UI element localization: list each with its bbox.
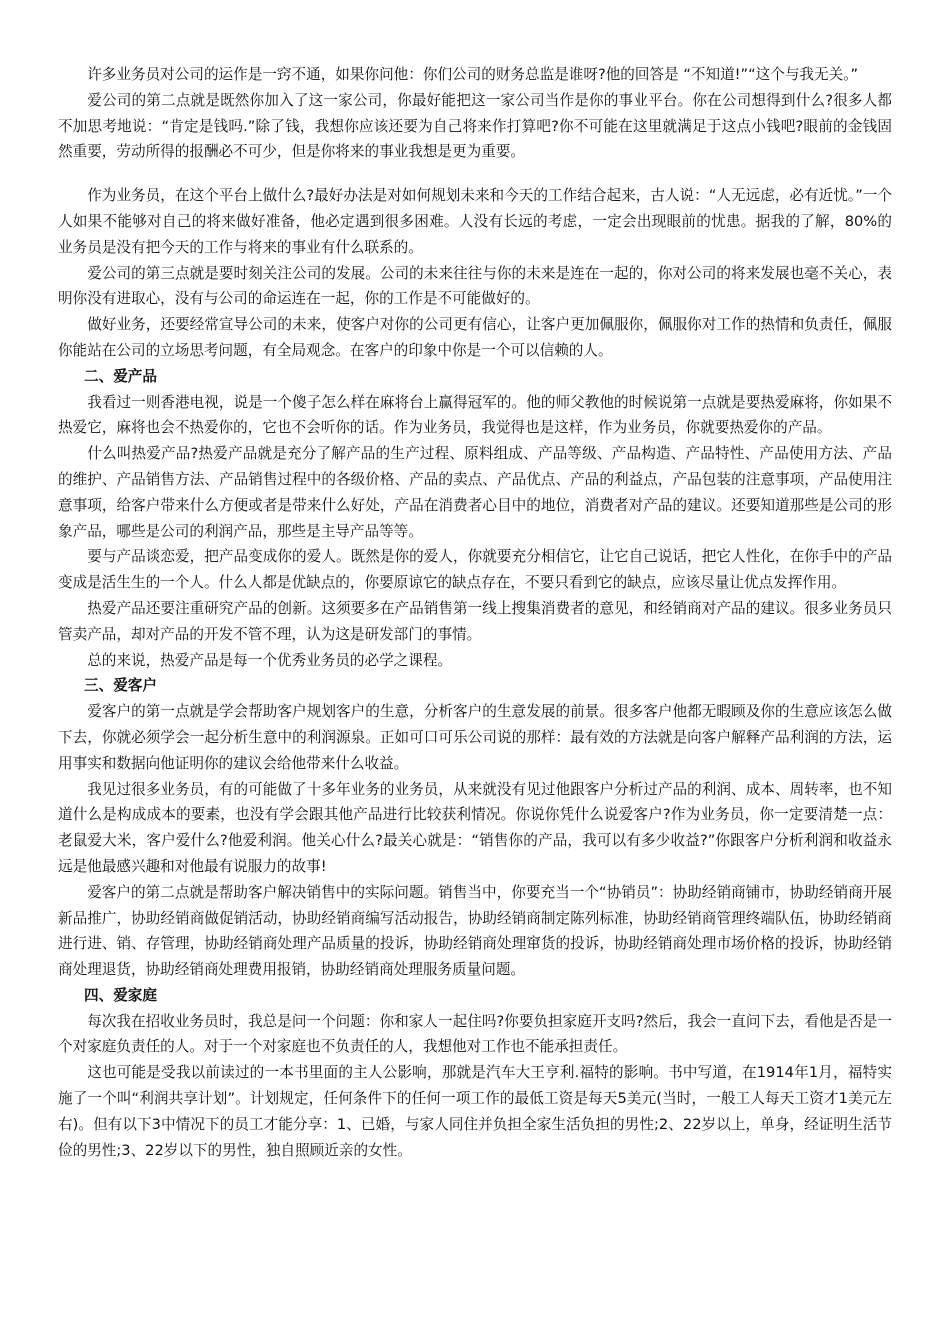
paragraph: 爱客户的第二点就是帮助客户解决销售中的实际问题。销售当中，你要充当一个“协销员”：协助经销商铺市，协助经销商开展新品推广，协助经销商做促销活动，协助经销商编写活动报告，协助经销商制定陈列标准，协助经销商管理终端队伍，协助经销商进行进、销、存管理，协助经销商处理产品质量的投诉，协助经销商处理窜货的投诉，协助经销商处理市场价格的投诉，协助经销商处理退货，协助经销商处理费用报销，协助经销商处理服务质量问题。 bbox=[58, 883, 892, 979]
paragraph: 爱公司的第二点就是既然你加入了这一家公司，你最好能把这一家公司当作是你的事业平台。你在公司想得到什么?很多人都不加思考地说：“肯定是钱吗.”除了钱，我想你应该还要为自己将来作打算吧?你不可能在这里就满足于这点小钱吧?眼前的金钱固然重要，劳动所得的报酬必不可少，但是你将来的事业我想是更为重要。 bbox=[58, 91, 892, 161]
paragraph: 什么叫热爱产品?热爱产品就是充分了解产品的生产过程、原料组成、产品等级、产品构造、产品特性、产品使用方法、产品的维护、产品销售方法、产品销售过程中的各级价格、产品的卖点、产品优点、产品的利益点，产品包装的注意事项，产品使用注意事项，给客户带来什么方便或者是带来什么好处，产品在消费者心目中的地位，消费者对产品的建议。还要知道那些是公司的形象产品，哪些是公司的利润产品，那些是主导产品等等。 bbox=[58, 445, 892, 540]
paragraph: 爱公司的第三点就是要时刻关注公司的发展。公司的未来往往与你的未来是连在一起的，你对公司的将来发展也毫不关心，表明你没有进取心，没有与公司的命运连在一起，你的工作是不可能做好的。 bbox=[58, 264, 892, 308]
section-heading: 二、爱产品 bbox=[84, 367, 157, 385]
section-heading: 三、爱客户 bbox=[84, 677, 157, 695]
blank-line bbox=[58, 165, 892, 183]
paragraph: 许多业务员对公司的运作是一窍不通，如果你问他：你们公司的财务总监是谁呀?他的回答是 “不知道!”“这个与我无关。” bbox=[87, 66, 859, 83]
paragraph: 我见过很多业务员，有的可能做了十多年业务的业务员，从来就没有见过他跟客户分析过产品的利润、成本、周转率，也不知道什么是构成成本的要素，也没有学会跟其他产品进行比较获利情况。你说你凭什么说爱客户?作为业务员，你一定要清楚一点：老鼠爱大米，客户爱什么?他爱利润。他关心什么?最关心就是：“销售你的产品，我可以有多少收益?”你跟客户分析利润和收益永远是他最感兴趣和对他最有说服力的故事! bbox=[58, 780, 892, 875]
document-page bbox=[58, 62, 892, 1163]
section-heading: 四、爱家庭 bbox=[84, 986, 157, 1004]
paragraph: 做好业务，还要经常宣导公司的未来，使客户对你的公司更有信心，让客户更加佩服你，佩服你对工作的热情和负责任，佩服你能站在公司的立场思考问题，有全局观念。在客户的印象中你是一个可以信赖的人。 bbox=[58, 316, 892, 359]
paragraph: 作为业务员，在这个平台上做什么?最好办法是对如何规划未来和今天的工作结合起来，古人说：“人无远虑，必有近忧。”一个人如果不能够对自己的将来做好准备，他必定遇到很多困难。人没有长远的考虑，一定会出现眼前的忧患。据我的了解，80%的业务员是没有把今天的工作与将来的事业有什么联系的。 bbox=[58, 187, 892, 256]
paragraph: 爱客户的第一点就是学会帮助客户规划客户的生意，分析客户的生意发展的前景。很多客户他都无暇顾及你的生意应该怎么做下去，你就必须学会一起分析生意中的利润源泉。正如可口可乐公司说的那样：最有效的方法就是向客户解释产品利润的方法，运用事实和数据向他证明你的建议会给他带来什么收益。 bbox=[58, 703, 892, 772]
paragraph: 这也可能是受我以前读过的一本书里面的主人公影响，那就是汽车大王亨利.福特的影响。书中写道，在1914年1月，福特实施了一个叫“利润共享计划”。计划规定，任何条件下的任何一项工作的最低工资是每天5美元(当时，一般工人每天工资才1美元左右)。但有以下3中情况下的员工才能分享：1、已婚，与家人同住并负担全家生活负担的男性;2、22岁以上，单身，经证明生活节俭的男性;3、22岁以下的男性，独自照顾近亲的女性。 bbox=[58, 1064, 892, 1159]
paragraph: 我看过一则香港电视，说是一个傻子怎么样在麻将台上赢得冠军的。他的师父教他的时候说第一点就是要热爱麻将，你如果不热爱它，麻将也会不热爱你的，它也不会听你的话。作为业务员，我觉得也是这样，作为业务员，你就要热爱你的产品。 bbox=[58, 393, 892, 437]
paragraph: 热爱产品还要注重研究产品的创新。这须要多在产品销售第一线上搜集消费者的意见，和经销商对产品的建议。很多业务员只管卖产品，却对产品的开发不管不理，认为这是研发部门的事情。 bbox=[58, 599, 892, 643]
paragraph: 总的来说，热爱产品是每一个优秀业务员的必学之课程。 bbox=[87, 651, 453, 669]
paragraph: 每次我在招收业务员时，我总是问一个问题：你和家人一起住吗?你要负担家庭开支吗?然后，我会一直问下去，看他是否是一个对家庭负责任的人。对于一个对家庭也不负责任的人，我想他对工作也不能承担责任。 bbox=[58, 1012, 892, 1056]
paragraph: 要与产品谈恋爱，把产品变成你的爱人。既然是你的爱人，你就要充分相信它，让它自己说话，把它人性化，在你手中的产品变成是活生生的一个人。什么人都是优缺点的，你要原谅它的缺点存在，不要只看到它的缺点，应该尽量让优点发挥作用。 bbox=[58, 548, 892, 592]
